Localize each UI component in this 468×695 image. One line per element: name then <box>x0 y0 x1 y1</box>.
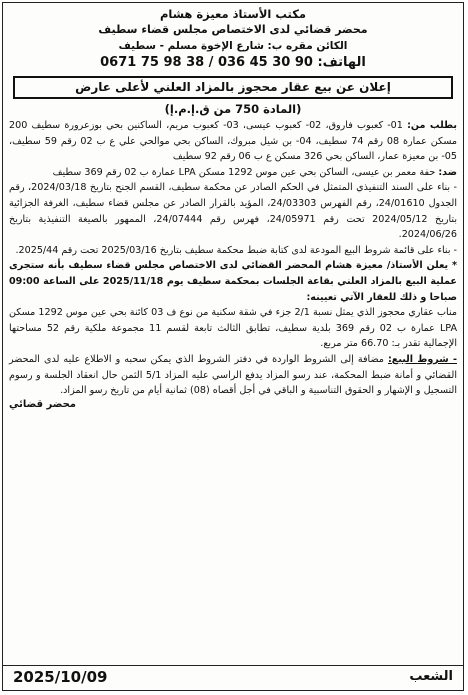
signature: محضر قضائي <box>9 398 76 410</box>
publication-date: 2025/10/09 <box>13 668 108 686</box>
requesters-label: بطلب من: <box>407 120 457 131</box>
announcement-paragraph: * يعلن الأستاذ/ معيزة هشام المحضر القضائي لدى الاختصاص مجلس قضاء سطيف بأنه ستجرى عملية البيع بالمزاد العلني بقاعة الجلسات بمحكمة سطيف يوم 2025/11/18 على الساعة 09:00 صباحا و ذلك للعقار الآتي تعيينه: <box>9 260 457 303</box>
notice-header <box>3 3 463 54</box>
bailiff-title: محضر قضائي لدى الاختصاص مجلس قضاء سطيف <box>98 23 368 36</box>
executive-title-paragraph: - بناء على السند التنفيذي المتمثل في الحكم الصادر عن محكمة سطيف، القسم الجنح بتاريخ 2024/03/18، رقم الجدول 24/01610، رقم الفهرس 24/03303، المؤيد بالقرار الصادر عن مجلس قضاء سطيف، الغرفة الجزائية بتاريخ 2024/05/12 تحت رقم 24/05971، فهرس رقم 24/07444، الممهور بالصيغة التنفيذية بتاريخ 2024/06/26. <box>9 182 458 241</box>
notice-body <box>3 118 463 399</box>
defendant-label: ضد: <box>438 166 457 178</box>
sale-terms-paragraph <box>9 352 457 399</box>
defendant-paragraph <box>9 165 457 181</box>
office-name: مكتب الأستاذ معيزة هشام <box>159 7 307 21</box>
requesters-text: 01- كعبوب فاروق، 02- كعبوب عيسى، 03- كعبوب مريم، الساكنين بحي بوزعرورة سطيف 200 مسكن عمارة 08 رقم 74 سطيف، 04- بن شيل مبروك، الساكن بحي موالحي علي ع ب 02 رقم 59 سطيف، 05- بن معيزة عمار، الساكن بحي 326 مسكن ع ب 06 رقم 92 سطيف <box>9 120 458 163</box>
notice-banner: إعلان عن بيع عقار محجوز بالمزاد العلني لأعلى عارض <box>13 76 453 99</box>
publication-name: الشعب <box>409 669 453 684</box>
footer <box>3 665 463 690</box>
requesters-paragraph <box>9 118 457 165</box>
defendant-text: حفة معمر بن عيسى، الساكن بحي عين موس 1292 مسكن LPA عمارة ب 02 رقم 369 سطيف <box>52 166 436 178</box>
article-reference: (المادة 750 من ق.إ.م.إ) <box>164 102 302 116</box>
office-address: الكائن مقره ب: شارع الإخوة مسلم - سطيف <box>118 40 348 52</box>
property-paragraph: مناب عقاري محجوز الذي يمثل نسبة 2/1 جزء في شقة سكنية من نوع ف 03 كائنة بحي عين موس 1292 مسكن LPA عمارة ب 02 رقم 369 بلدية سطيف، تطابق الثالث تابعة لقسم 11 مجموعة ملكية رقم 52 مساحتها الإجمالية تقدر بـ: 66.70 متر مربع. <box>9 307 458 350</box>
phone-label: الهاتف: <box>317 55 366 70</box>
phone-line <box>3 54 463 71</box>
sale-terms-label: - شروط البيع: <box>387 353 457 365</box>
conditions-list-paragraph: - بناء على قائمة شروط البيع المودعة لدى كتابة ضبط محكمة سطيف بتاريخ 2025/03/16 تحت رقم 2025/44. <box>15 244 457 256</box>
phone-numbers: 0671 75 98 38 / 036 45 30 90 <box>100 55 313 70</box>
legal-notice <box>2 2 464 691</box>
sale-terms-text: مضافة إلى الشروط الواردة في دفتر الشروط الذي يمكن سحبه و الاطلاع عليه لدى المحضر القضائي و أمانة ضبط المحكمة، عند رسو المزاد يدفع الراسي عليه المزاد 5/1 الثمن حال انعقاد الجلسة و رسوم التسجيل و الإشهار و الحقوق التناسبية و الباقي في أجل أقصاه (08) ثمانية أيام من تاريخ رسو المزاد. <box>9 353 457 397</box>
